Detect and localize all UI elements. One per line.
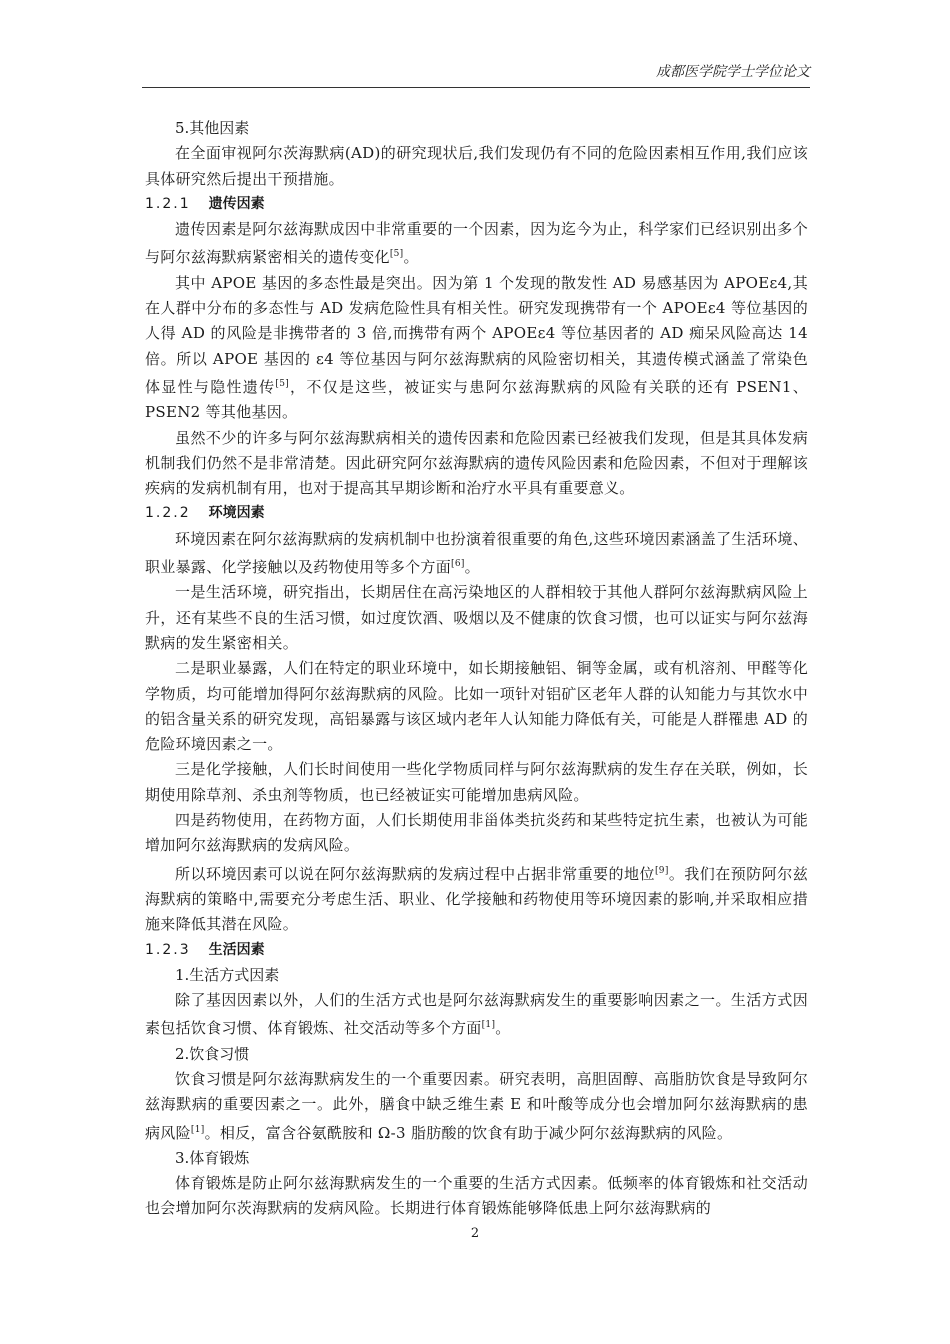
section-title: 生活因素: [208, 941, 265, 958]
paragraph: [145, 1067, 808, 1146]
citation-marker: [6]: [451, 559, 465, 570]
section-number: 1.2.2: [145, 505, 191, 522]
paragraph-text: 二是职业暴露，人们在特定的职业环境中，如长期接触铝、铜等金属，或有机溶剂、甲醛等化学物质，均可能增加得阿尔兹海默病的风险。比如一项针对铝矿区老年人群的认知能力与其饮水中的铝含量关系的研究发现，高铝暴露与该区域内老年人认知能力降低有关，可能是人群罹患 AD 的危险环境因素之一。: [145, 659, 808, 754]
paragraph: [145, 808, 808, 859]
subheading: [145, 963, 808, 988]
paragraph-text-tail: ，不仅是这些，被证实与患阿尔兹海默病的风险有关联的还有 PSEN1、PSEN2 等其他基因。: [145, 377, 808, 422]
subheading: [145, 116, 808, 141]
paragraph: [145, 580, 808, 656]
section-heading: [145, 938, 808, 963]
paragraph-text: 饮食习惯是阿尔兹海默病发生的一个重要因素。研究表明，高胆固醇、高脂肪饮食是导致阿尔兹海默病的重要因素之一。此外，膳食中缺乏维生素 E 和叶酸等成分也会增加阿尔兹海默病的患病风险: [145, 1069, 808, 1142]
section-title: 遗传因素: [208, 195, 265, 212]
paragraph-text: 2.饮食习惯: [175, 1044, 250, 1063]
paragraph-text: 除了基因因素以外，人们的生活方式也是阿尔兹海默病发生的重要影响因素之一。生活方式因素包括饮食习惯、体育锻炼、社交活动等多个方面: [145, 991, 808, 1038]
section-number: 1.2.1: [145, 195, 191, 212]
citation-marker: [5]: [389, 249, 404, 260]
page-number: 2: [470, 1226, 480, 1241]
paragraph: [145, 426, 808, 502]
paragraph: [145, 859, 808, 938]
paragraph-text: 环境因素在阿尔兹海默病的发病机制中也扮演着很重要的角色,这些环境因素涵盖了生活环境、职业暴露、化学接触以及药物使用等多个方面: [145, 529, 808, 577]
paragraph-text-tail: 。: [464, 558, 480, 577]
paragraph-text: 体育锻炼是防止阿尔兹海默病发生的一个重要的生活方式因素。低频率的体育锻炼和社交活动也会增加阿尔茨海默病的发病风险。长期进行体育锻炼能够降低患上阿尔兹海默病的: [145, 1174, 808, 1218]
citation-marker: [9]: [654, 865, 669, 876]
citation-marker: [1]: [481, 1020, 496, 1031]
paragraph-text-tail: 。相反，富含谷氨酰胺和 Ω-3 脂肪酸的饮食有助于减少阿尔兹海默病的风险。: [204, 1123, 733, 1142]
section-heading: [145, 501, 808, 526]
paragraph-text: 三是化学接触，人们长时间使用一些化学物质同样与阿尔兹海默病的发生存在关联，例如，长期使用除草剂、杀虫剂等物质，也已经被证实可能增加患病风险。: [145, 760, 808, 804]
paragraph: [145, 988, 808, 1042]
paragraph: [145, 1171, 808, 1222]
paragraph-text: 在全面审视阿尔茨海默病(AD)的研究现状后,我们发现仍有不同的危险因素相互作用,我们应该具体研究然后提出干预措施。: [145, 144, 808, 188]
paragraph-text: 3.体育锻炼: [175, 1148, 250, 1167]
section-number: 1.2.3: [145, 941, 191, 958]
paragraph-text-tail: 。: [495, 1019, 511, 1038]
section-title: 环境因素: [208, 505, 265, 522]
running-header: 成都医学院学士学位论文: [656, 64, 810, 80]
paragraph: [145, 271, 808, 426]
paragraph: [145, 141, 808, 192]
citation-marker: [5]: [275, 378, 290, 389]
subheading: [145, 1146, 808, 1171]
paragraph-text-tail: 。我们在预防阿尔兹海默病的策略中,需要充分考虑生活、职业、化学接触和药物使用等环境因素的影响,并采取相应措施来降低其潜在风险。: [145, 864, 808, 934]
paragraph: [145, 656, 808, 757]
paragraph-text: 一是生活环境，研究指出，长期居住在高污染地区的人群相较于其他人群阿尔兹海默病风险上升，还有某些不良的生活习惯，如过度饮酒、吸烟以及不健康的饮食习惯，也可以证实与阿尔兹海默病的发生紧密相关。: [145, 583, 808, 652]
citation-marker: [1]: [190, 1124, 205, 1135]
paragraph-text: 其中 APOE 基因的多态性最是突出。因为第 1 个发现的散发性 AD 易感基因为 APOEε4,其在人群中分布的多态性与 AD 发病危险性具有相关性。研究发现携带有一个 APOEε4 等位基因的人得 AD 的风险是非携带者的 3 倍,而携带有两个 APOEε4 等位基因者的 AD 痴呆风险高达 14 倍。所以 APOE 基因的 ε4 等位基因与阿尔兹海默病的风险密切相关，其遗传模式涵盖了常染色体显性与隐性遗传: [145, 273, 808, 396]
paragraph-text: 5.其他因素: [175, 119, 250, 137]
paragraph: [145, 217, 808, 271]
document-body: [145, 116, 808, 1222]
section-heading: [145, 192, 808, 217]
paragraph-text-tail: 。: [403, 248, 419, 267]
paragraph-text: 虽然不少的许多与阿尔兹海默病相关的遗传因素和危险因素已经被我们发现，但是其具体发病机制我们仍然不是非常清楚。因此研究阿尔兹海默病的遗传风险因素和危险因素，不但对于理解该疾病的发病机制有用，也对于提高其早期诊断和治疗水平具有重要意义。: [145, 428, 808, 498]
paragraph-text: 四是药物使用，在药物方面，人们长期使用非甾体类抗炎药和某些特定抗生素，也被认为可能增加阿尔兹海默病的发病风险。: [145, 811, 808, 855]
paragraph-text: 遗传因素是阿尔兹海默成因中非常重要的一个因素，因为迄今为止，科学家们已经识别出多个与阿尔兹海默病紧密相关的遗传变化: [145, 220, 808, 267]
paragraph-text: 所以环境因素可以说在阿尔兹海默病的发病过程中占据非常重要的地位: [175, 864, 655, 883]
paragraph: [145, 757, 808, 808]
paragraph-text: 1.生活方式因素: [175, 965, 280, 984]
subheading: [145, 1042, 808, 1067]
header-rule: [142, 87, 810, 88]
paragraph: [145, 527, 808, 581]
